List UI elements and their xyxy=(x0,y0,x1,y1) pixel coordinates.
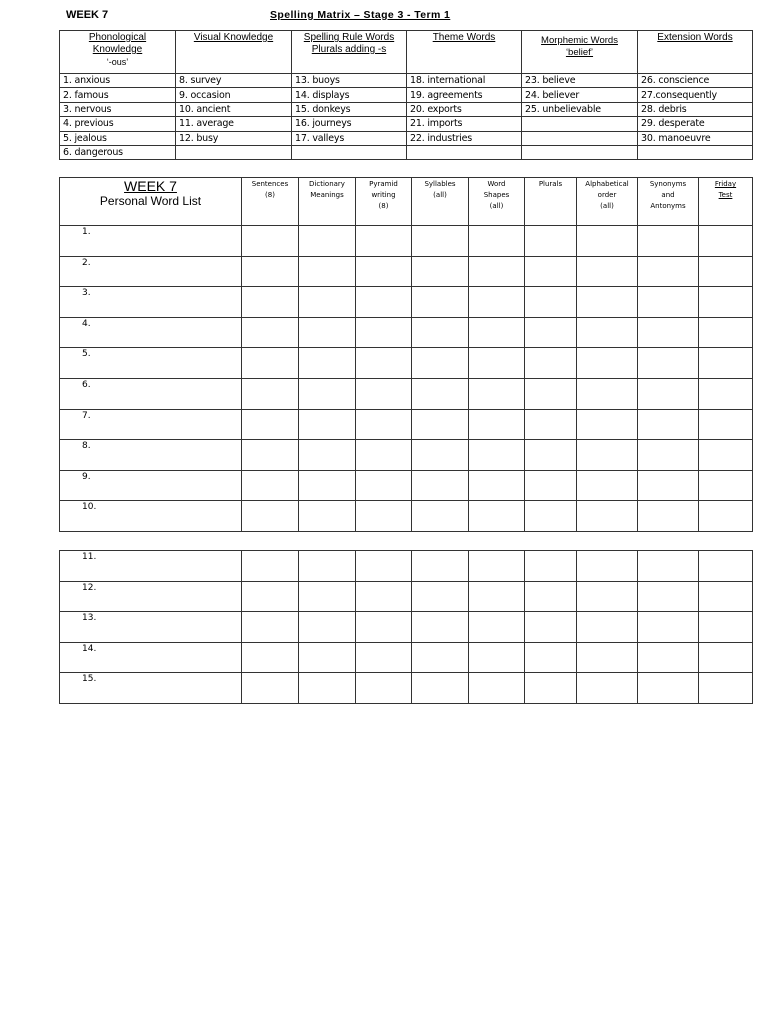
activity-check-cell[interactable] xyxy=(469,642,525,673)
activity-word-shapes xyxy=(469,178,525,226)
activity-line: Test xyxy=(718,191,733,199)
activity-check-cell[interactable] xyxy=(356,470,412,501)
activity-check-cell[interactable] xyxy=(525,551,577,582)
matrix-cell xyxy=(522,117,638,131)
activity-check-cell[interactable] xyxy=(242,256,299,287)
activity-check-cell[interactable] xyxy=(299,256,356,287)
activity-line: Sentences xyxy=(251,180,289,188)
activity-check-cell[interactable] xyxy=(356,226,412,257)
matrix-cell: 21. imports xyxy=(407,117,522,131)
matrix-col-visual xyxy=(176,31,292,74)
activity-check-cell[interactable] xyxy=(577,378,638,409)
col-subtitle: ‘-ous’ xyxy=(106,57,129,67)
activity-check-cell[interactable] xyxy=(699,256,753,287)
activity-check-cell[interactable] xyxy=(469,470,525,501)
activity-pyramid-writing xyxy=(356,178,412,226)
word-row xyxy=(60,440,753,471)
activity-check-cell[interactable] xyxy=(525,256,577,287)
activity-check-cell[interactable] xyxy=(242,581,299,612)
activity-line: Synonyms xyxy=(649,180,687,188)
matrix-col-theme xyxy=(407,31,522,74)
activity-check-cell[interactable] xyxy=(242,673,299,704)
activity-check-cell[interactable] xyxy=(469,440,525,471)
activity-check-cell[interactable] xyxy=(356,348,412,379)
activity-check-cell[interactable] xyxy=(525,287,577,318)
matrix-cell xyxy=(407,145,522,159)
activity-check-cell[interactable] xyxy=(242,317,299,348)
matrix-cell: 22. industries xyxy=(407,131,522,145)
activity-check-cell[interactable] xyxy=(638,551,699,582)
activity-check-cell[interactable] xyxy=(699,673,753,704)
activity-check-cell[interactable] xyxy=(577,317,638,348)
col-title-line1: Morphemic Words xyxy=(541,35,618,46)
activity-check-cell[interactable] xyxy=(638,612,699,643)
wordlist-title: Personal Word List xyxy=(99,194,202,208)
matrix-cell: 18. international xyxy=(407,74,522,88)
activity-check-cell[interactable] xyxy=(356,409,412,440)
activity-check-cell[interactable] xyxy=(242,551,299,582)
activity-check-cell[interactable] xyxy=(638,226,699,257)
matrix-cell xyxy=(292,145,407,159)
word-row xyxy=(60,642,753,673)
activity-check-cell[interactable] xyxy=(242,612,299,643)
word-row xyxy=(60,673,753,704)
matrix-col-spelling-rule xyxy=(292,31,407,74)
word-entry-cell[interactable]: 7. xyxy=(60,409,242,440)
matrix-row xyxy=(60,88,753,102)
matrix-row xyxy=(60,145,753,159)
matrix-row xyxy=(60,117,753,131)
activity-check-cell[interactable] xyxy=(299,440,356,471)
word-row xyxy=(60,501,753,532)
activity-check-cell[interactable] xyxy=(299,287,356,318)
matrix-cell: 25. unbelievable xyxy=(522,102,638,116)
activity-check-cell[interactable] xyxy=(577,348,638,379)
word-row xyxy=(60,409,753,440)
activity-check-cell[interactable] xyxy=(699,409,753,440)
activity-plurals xyxy=(525,178,577,226)
activity-check-cell[interactable] xyxy=(412,470,469,501)
activity-check-cell[interactable] xyxy=(356,378,412,409)
matrix-cell: 13. buoys xyxy=(292,74,407,88)
activity-check-cell[interactable] xyxy=(469,612,525,643)
activity-check-cell[interactable] xyxy=(412,348,469,379)
activity-check-cell[interactable] xyxy=(356,612,412,643)
activity-check-cell[interactable] xyxy=(242,440,299,471)
activity-check-cell[interactable] xyxy=(577,642,638,673)
word-entry-cell[interactable]: 15. xyxy=(60,673,242,704)
activity-check-cell[interactable] xyxy=(638,581,699,612)
word-row xyxy=(60,581,753,612)
word-row xyxy=(60,287,753,318)
matrix-row xyxy=(60,102,753,116)
matrix-cell: 12. busy xyxy=(176,131,292,145)
activity-check-cell[interactable] xyxy=(577,612,638,643)
matrix-cell: 5. jealous xyxy=(60,131,176,145)
activity-check-cell[interactable] xyxy=(699,612,753,643)
matrix-row xyxy=(60,74,753,88)
activity-check-cell[interactable] xyxy=(299,673,356,704)
activity-check-cell[interactable] xyxy=(638,287,699,318)
activity-check-cell[interactable] xyxy=(699,581,753,612)
activity-check-cell[interactable] xyxy=(469,581,525,612)
activity-check-cell[interactable] xyxy=(299,317,356,348)
activity-check-cell[interactable] xyxy=(638,501,699,532)
activity-line: (8) xyxy=(265,191,275,199)
word-row xyxy=(60,612,753,643)
activity-check-cell[interactable] xyxy=(412,409,469,440)
activity-check-cell[interactable] xyxy=(577,287,638,318)
matrix-cell: 2. famous xyxy=(60,88,176,102)
activity-check-cell[interactable] xyxy=(469,317,525,348)
week-label: WEEK 7 xyxy=(66,9,109,21)
word-row xyxy=(60,226,753,257)
matrix-cell xyxy=(176,145,292,159)
activity-check-cell[interactable] xyxy=(469,256,525,287)
matrix-cell: 14. displays xyxy=(292,88,407,102)
activity-check-cell[interactable] xyxy=(469,287,525,318)
activity-syllables xyxy=(412,178,469,226)
matrix-cell: 30. manoeuvre xyxy=(638,131,753,145)
wordlist-header-row xyxy=(60,178,753,226)
word-entry-cell[interactable]: 3. xyxy=(60,287,242,318)
activity-check-cell[interactable] xyxy=(356,581,412,612)
activity-line: Meanings xyxy=(310,191,344,199)
activity-check-cell[interactable] xyxy=(638,348,699,379)
activity-check-cell[interactable] xyxy=(356,440,412,471)
activity-check-cell[interactable] xyxy=(299,226,356,257)
word-entry-cell[interactable]: 14. xyxy=(60,642,242,673)
activity-check-cell[interactable] xyxy=(242,501,299,532)
activity-check-cell[interactable] xyxy=(699,470,753,501)
activity-check-cell[interactable] xyxy=(356,287,412,318)
col-title-line2: Knowledge xyxy=(92,44,143,55)
activity-check-cell[interactable] xyxy=(299,409,356,440)
activity-check-cell[interactable] xyxy=(299,581,356,612)
word-entry-cell[interactable]: 12. xyxy=(60,581,242,612)
activity-check-cell[interactable] xyxy=(242,348,299,379)
matrix-cell: 28. debris xyxy=(638,102,753,116)
matrix-cell: 17. valleys xyxy=(292,131,407,145)
activity-check-cell[interactable] xyxy=(299,378,356,409)
activity-check-cell[interactable] xyxy=(525,226,577,257)
activity-check-cell[interactable] xyxy=(699,317,753,348)
matrix-cell: 1. anxious xyxy=(60,74,176,88)
activity-check-cell[interactable] xyxy=(638,470,699,501)
matrix-cell: 19. agreements xyxy=(407,88,522,102)
activity-check-cell[interactable] xyxy=(356,317,412,348)
matrix-col-phonological xyxy=(60,31,176,74)
activity-sentences xyxy=(242,178,299,226)
activity-line: Alphabetical xyxy=(585,180,629,188)
activity-check-cell[interactable] xyxy=(412,256,469,287)
activity-check-cell[interactable] xyxy=(577,551,638,582)
activity-check-cell[interactable] xyxy=(638,440,699,471)
spelling-matrix-table xyxy=(59,30,753,160)
activity-check-cell[interactable] xyxy=(299,348,356,379)
word-row xyxy=(60,256,753,287)
matrix-cell: 3. nervous xyxy=(60,102,176,116)
wordlist-week-label: WEEK 7 xyxy=(124,178,177,194)
activity-dictionary-meanings xyxy=(299,178,356,226)
activity-check-cell[interactable] xyxy=(469,673,525,704)
activity-check-cell[interactable] xyxy=(699,440,753,471)
word-row xyxy=(60,348,753,379)
activity-check-cell[interactable] xyxy=(469,551,525,582)
personal-word-list-table xyxy=(59,177,753,532)
activity-check-cell[interactable] xyxy=(699,501,753,532)
col-title-line2: Plurals adding -s xyxy=(311,44,387,55)
activity-check-cell[interactable] xyxy=(638,673,699,704)
activity-check-cell[interactable] xyxy=(525,581,577,612)
col-title-line1: Visual Knowledge xyxy=(193,32,274,43)
matrix-cell: 24. believer xyxy=(522,88,638,102)
matrix-col-extension xyxy=(638,31,753,74)
activity-check-cell[interactable] xyxy=(577,256,638,287)
word-row xyxy=(60,470,753,501)
activity-line: Word xyxy=(487,180,506,188)
activity-check-cell[interactable] xyxy=(638,409,699,440)
activity-check-cell[interactable] xyxy=(356,501,412,532)
matrix-col-morphemic xyxy=(522,31,638,74)
activity-check-cell[interactable] xyxy=(525,440,577,471)
activity-check-cell[interactable] xyxy=(699,287,753,318)
activity-check-cell[interactable] xyxy=(699,378,753,409)
activity-check-cell[interactable] xyxy=(356,551,412,582)
matrix-cell xyxy=(638,145,753,159)
activity-check-cell[interactable] xyxy=(412,440,469,471)
activity-check-cell[interactable] xyxy=(525,317,577,348)
word-row xyxy=(60,378,753,409)
activity-line: (all) xyxy=(433,191,447,199)
activity-check-cell[interactable] xyxy=(525,501,577,532)
activity-check-cell[interactable] xyxy=(242,287,299,318)
word-entry-cell[interactable]: 1. xyxy=(60,226,242,257)
personal-word-list-table-continued xyxy=(59,550,753,704)
activity-check-cell[interactable] xyxy=(638,642,699,673)
activity-check-cell[interactable] xyxy=(356,256,412,287)
word-row xyxy=(60,317,753,348)
word-entry-cell[interactable]: 4. xyxy=(60,317,242,348)
matrix-cell: 29. desperate xyxy=(638,117,753,131)
activity-check-cell[interactable] xyxy=(412,642,469,673)
activity-check-cell[interactable] xyxy=(525,378,577,409)
activity-check-cell[interactable] xyxy=(412,551,469,582)
activity-check-cell[interactable] xyxy=(525,612,577,643)
activity-check-cell[interactable] xyxy=(469,378,525,409)
activity-line: (8) xyxy=(378,202,389,210)
activity-check-cell[interactable] xyxy=(638,256,699,287)
activity-line: Dictionary xyxy=(309,180,345,188)
matrix-cell: 26. conscience xyxy=(638,74,753,88)
activity-check-cell[interactable] xyxy=(699,348,753,379)
activity-check-cell[interactable] xyxy=(412,317,469,348)
activity-line: order xyxy=(597,191,617,199)
activity-line: Pyramid xyxy=(369,180,398,188)
activity-check-cell[interactable] xyxy=(469,409,525,440)
matrix-cell: 23. believe xyxy=(522,74,638,88)
activity-friday-test xyxy=(699,178,753,226)
activity-check-cell[interactable] xyxy=(699,551,753,582)
activity-line: Shapes xyxy=(483,191,510,199)
matrix-cell xyxy=(522,131,638,145)
activity-check-cell[interactable] xyxy=(469,226,525,257)
activity-line: Syllables xyxy=(424,180,456,188)
activity-line: Plurals xyxy=(538,180,563,188)
activity-line: and xyxy=(661,191,675,199)
activity-check-cell[interactable] xyxy=(299,501,356,532)
col-title-line1: Phonological xyxy=(88,32,147,43)
word-entry-cell[interactable]: 8. xyxy=(60,440,242,471)
wordlist-title-cell xyxy=(60,178,242,226)
matrix-cell: 15. donkeys xyxy=(292,102,407,116)
activity-check-cell[interactable] xyxy=(577,501,638,532)
activity-check-cell[interactable] xyxy=(412,226,469,257)
matrix-cell: 27.consequently xyxy=(638,88,753,102)
activity-check-cell[interactable] xyxy=(412,581,469,612)
activity-check-cell[interactable] xyxy=(577,409,638,440)
activity-line: Antonyms xyxy=(650,202,686,210)
activity-check-cell[interactable] xyxy=(299,470,356,501)
activity-check-cell[interactable] xyxy=(638,317,699,348)
col-title-line2: ‘belief’ xyxy=(565,47,594,58)
activity-check-cell[interactable] xyxy=(412,612,469,643)
matrix-cell: 11. average xyxy=(176,117,292,131)
activity-check-cell[interactable] xyxy=(412,378,469,409)
activity-line: Friday xyxy=(714,180,737,188)
activity-check-cell[interactable] xyxy=(525,409,577,440)
matrix-header-row xyxy=(60,31,753,74)
activity-check-cell[interactable] xyxy=(242,378,299,409)
matrix-cell: 8. survey xyxy=(176,74,292,88)
word-entry-cell[interactable]: 5. xyxy=(60,348,242,379)
matrix-cell: 6. dangerous xyxy=(60,145,176,159)
activity-check-cell[interactable] xyxy=(699,642,753,673)
activity-check-cell[interactable] xyxy=(412,501,469,532)
activity-check-cell[interactable] xyxy=(525,673,577,704)
word-entry-cell[interactable]: 10. xyxy=(60,501,242,532)
activity-check-cell[interactable] xyxy=(299,612,356,643)
activity-check-cell[interactable] xyxy=(638,378,699,409)
activity-check-cell[interactable] xyxy=(356,673,412,704)
word-entry-cell[interactable]: 2. xyxy=(60,256,242,287)
activity-check-cell[interactable] xyxy=(577,470,638,501)
activity-line: (all) xyxy=(600,202,614,210)
matrix-cell: 10. ancient xyxy=(176,102,292,116)
activity-check-cell[interactable] xyxy=(525,348,577,379)
activity-check-cell[interactable] xyxy=(299,551,356,582)
activity-synonyms-antonyms xyxy=(638,178,699,226)
activity-check-cell[interactable] xyxy=(299,642,356,673)
document-title: Spelling Matrix – Stage 3 - Term 1 xyxy=(270,9,451,21)
activity-check-cell[interactable] xyxy=(412,673,469,704)
word-row xyxy=(60,551,753,582)
activity-check-cell[interactable] xyxy=(242,470,299,501)
col-title-line1: Theme Words xyxy=(432,32,496,43)
activity-check-cell[interactable] xyxy=(412,287,469,318)
activity-check-cell[interactable] xyxy=(577,581,638,612)
col-title-line1: Extension Words xyxy=(657,32,733,43)
activity-check-cell[interactable] xyxy=(242,226,299,257)
word-entry-cell[interactable]: 6. xyxy=(60,378,242,409)
activity-check-cell[interactable] xyxy=(242,642,299,673)
word-entry-cell[interactable]: 13. xyxy=(60,612,242,643)
activity-check-cell[interactable] xyxy=(577,226,638,257)
activity-check-cell[interactable] xyxy=(699,226,753,257)
activity-check-cell[interactable] xyxy=(525,470,577,501)
matrix-row xyxy=(60,131,753,145)
activity-line: writing xyxy=(371,191,396,199)
matrix-cell: 9. occasion xyxy=(176,88,292,102)
matrix-cell: 20. exports xyxy=(407,102,522,116)
activity-check-cell[interactable] xyxy=(469,501,525,532)
word-entry-cell[interactable]: 11. xyxy=(60,551,242,582)
activity-check-cell[interactable] xyxy=(242,409,299,440)
activity-check-cell[interactable] xyxy=(469,348,525,379)
col-title-line1: Spelling Rule Words xyxy=(303,32,395,43)
activity-check-cell[interactable] xyxy=(525,642,577,673)
activity-check-cell[interactable] xyxy=(577,673,638,704)
activity-line: (all) xyxy=(489,202,504,210)
matrix-cell xyxy=(522,145,638,159)
matrix-cell: 16. journeys xyxy=(292,117,407,131)
word-entry-cell[interactable]: 9. xyxy=(60,470,242,501)
matrix-cell: 4. previous xyxy=(60,117,176,131)
activity-check-cell[interactable] xyxy=(577,440,638,471)
activity-alphabetical-order xyxy=(577,178,638,226)
activity-check-cell[interactable] xyxy=(356,642,412,673)
